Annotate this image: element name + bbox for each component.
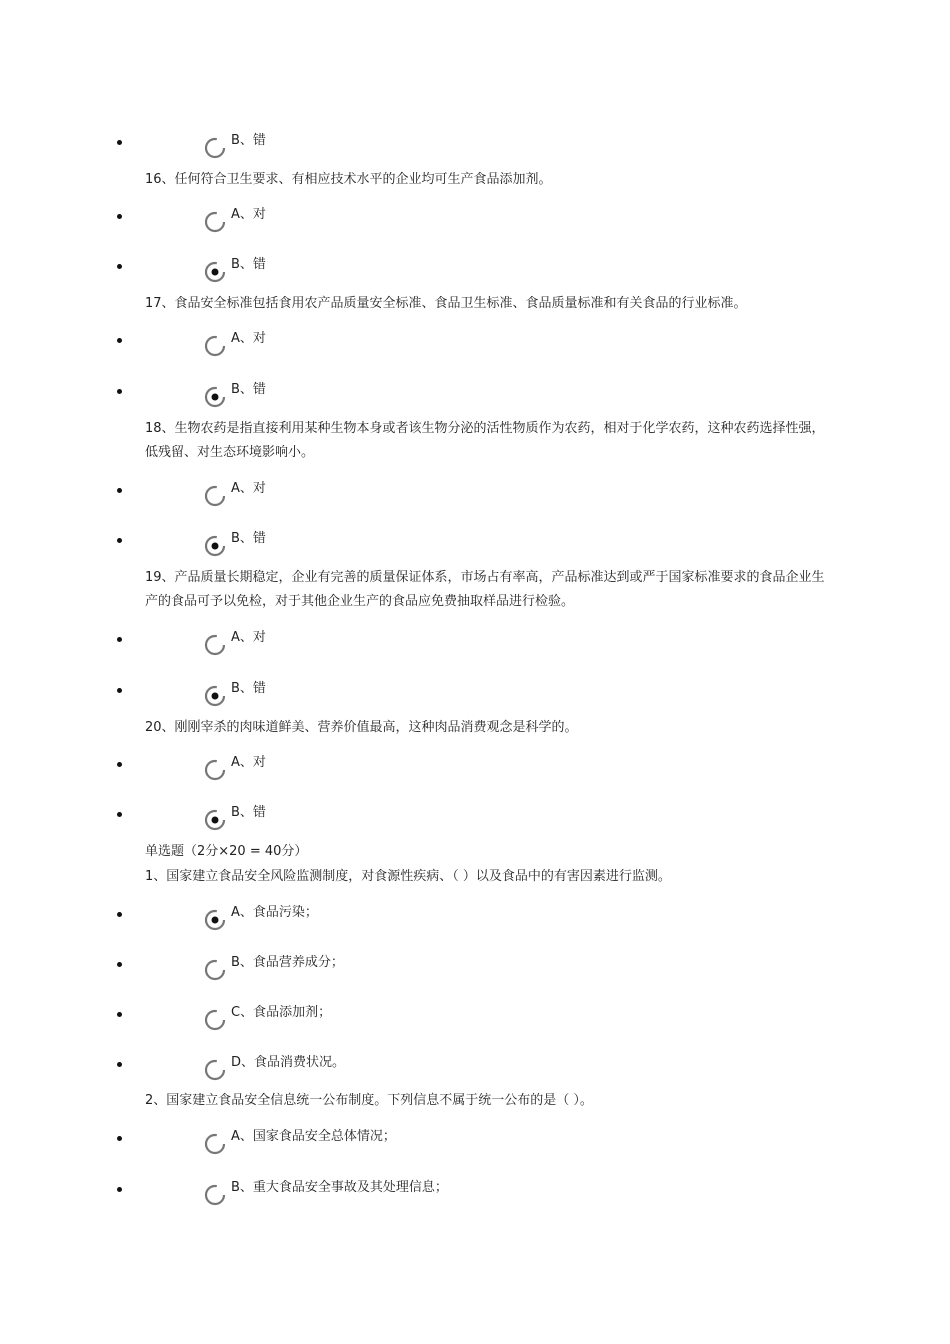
radio-unselected-icon[interactable] (204, 959, 226, 981)
radio-selected-icon[interactable] (204, 685, 226, 707)
radio-option[interactable] (204, 133, 266, 159)
radio-unselected-icon[interactable] (204, 1059, 226, 1081)
list-bullet (117, 762, 122, 767)
question-text: 2、国家建立食品安全信息统一公布制度。下列信息不属于统一公布的是（ ）。 (145, 1093, 593, 1108)
list-bullet (117, 912, 122, 917)
radio-selected-icon[interactable] (204, 909, 226, 931)
list-bullet (117, 264, 122, 269)
question-text: 17、食品安全标准包括食用农产品质量安全标准、食品卫生标准、食品质量标准和有关食品的行业标准。 (145, 296, 747, 311)
radio-selected-icon[interactable] (204, 261, 226, 283)
radio-option[interactable] (204, 805, 266, 831)
radio-option[interactable] (204, 1055, 345, 1081)
option-label: B、重大食品安全事故及其处理信息； (231, 1180, 448, 1195)
list-bullet (117, 338, 122, 343)
list-bullet (117, 1062, 122, 1067)
radio-option[interactable] (204, 382, 266, 408)
option-label: A、对 (231, 481, 266, 496)
question-text: 20、刚刚宰杀的肉味道鲜美、营养价值最高，这种肉品消费观念是科学的。 (145, 720, 578, 735)
list-bullet (117, 538, 122, 543)
option-label: A、对 (231, 331, 266, 346)
question-text: 16、任何符合卫生要求、有相应技术水平的企业均可生产食品添加剂。 (145, 172, 552, 187)
radio-option[interactable] (204, 531, 266, 557)
radio-option[interactable] (204, 955, 344, 981)
list-bullet (117, 1136, 122, 1141)
list-bullet (117, 1187, 122, 1192)
list-bullet (117, 962, 122, 967)
section-title: 单选题（2分×20 = 40分） (145, 844, 308, 859)
radio-option[interactable] (204, 257, 266, 283)
radio-option[interactable] (204, 905, 318, 931)
radio-unselected-icon[interactable] (204, 759, 226, 781)
radio-unselected-icon[interactable] (204, 1184, 226, 1206)
option-label: A、对 (231, 755, 266, 770)
radio-unselected-icon[interactable] (204, 211, 226, 233)
radio-option[interactable] (204, 1005, 331, 1031)
list-bullet (117, 214, 122, 219)
radio-unselected-icon[interactable] (204, 137, 226, 159)
list-bullet (117, 812, 122, 817)
option-label: B、错 (231, 257, 266, 272)
option-label: B、错 (231, 133, 266, 148)
list-bullet (117, 1012, 122, 1017)
option-label: A、对 (231, 207, 266, 222)
option-label: A、对 (231, 630, 266, 645)
option-label: B、错 (231, 805, 266, 820)
radio-unselected-icon[interactable] (204, 335, 226, 357)
radio-option[interactable] (204, 630, 266, 656)
radio-option[interactable] (204, 207, 266, 233)
option-label: D、食品消费状况。 (231, 1055, 346, 1070)
option-label: B、错 (231, 531, 266, 546)
question-text: 19、产品质量长期稳定，企业有完善的质量保证体系，市场占有率高，产品标准达到或严于国家标准要求的食品企业生产的食品可予以免检，对于其他企业生产的食品应免费抽取样品进行检验。 (145, 570, 825, 609)
radio-unselected-icon[interactable] (204, 485, 226, 507)
question-text: 1、国家建立食品安全风险监测制度，对食源性疾病、（ ）以及食品中的有害因素进行监测。 (145, 869, 671, 884)
radio-option[interactable] (204, 681, 266, 707)
radio-selected-icon[interactable] (204, 386, 226, 408)
radio-option[interactable] (204, 481, 266, 507)
radio-selected-icon[interactable] (204, 809, 226, 831)
list-bullet (117, 688, 122, 693)
radio-option[interactable] (204, 331, 266, 357)
question-text: 18、生物农药是指直接利用某种生物本身或者该生物分泌的活性物质作为农药，相对于化学农药，这种农药选择性强，低残留、对生态环境影响小。 (145, 421, 825, 460)
radio-option[interactable] (204, 1129, 396, 1155)
option-label: B、食品营养成分； (231, 955, 344, 970)
option-label: B、错 (231, 382, 266, 397)
option-label: C、食品添加剂； (231, 1005, 332, 1020)
radio-option[interactable] (204, 755, 266, 781)
list-bullet (117, 140, 122, 145)
radio-unselected-icon[interactable] (204, 1009, 226, 1031)
option-label: A、国家食品安全总体情况； (231, 1129, 396, 1144)
radio-unselected-icon[interactable] (204, 1133, 226, 1155)
option-label: A、食品污染； (231, 905, 318, 920)
list-bullet (117, 389, 122, 394)
list-bullet (117, 488, 122, 493)
option-label: B、错 (231, 681, 266, 696)
radio-option[interactable] (204, 1180, 448, 1206)
radio-selected-icon[interactable] (204, 535, 226, 557)
radio-unselected-icon[interactable] (204, 634, 226, 656)
list-bullet (117, 637, 122, 642)
